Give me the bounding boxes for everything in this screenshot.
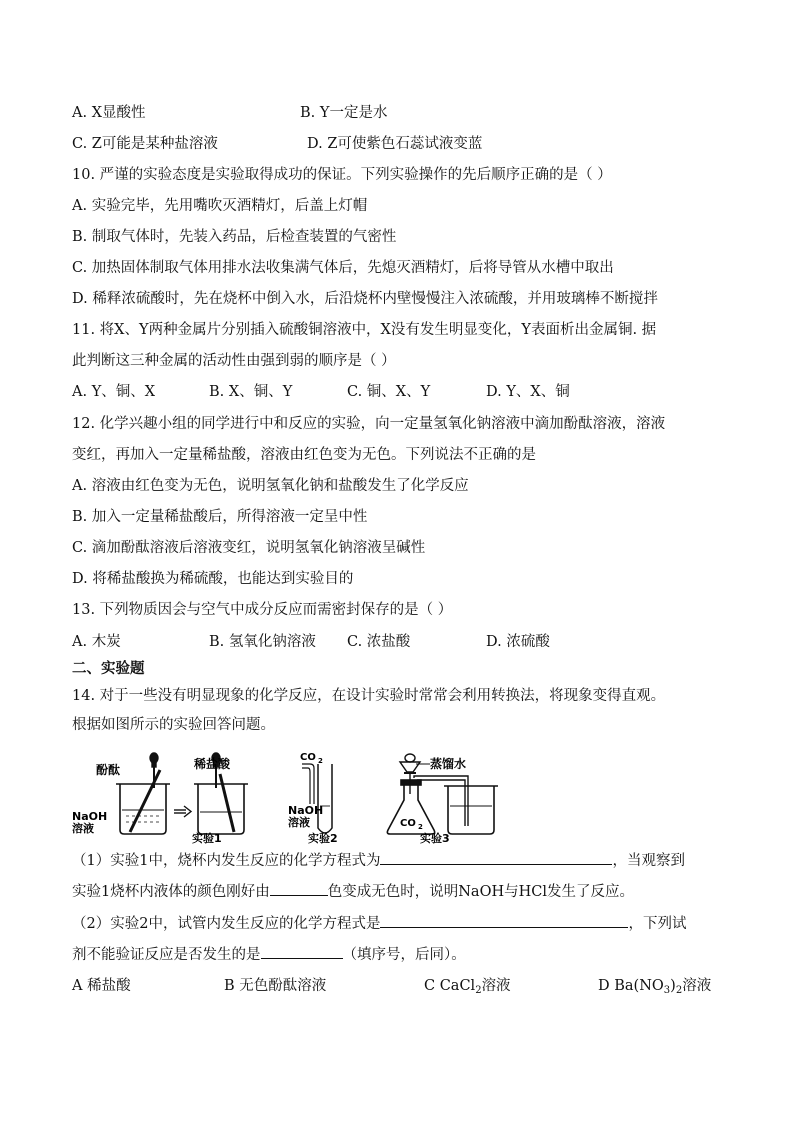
- q9-option-b: B. Y一定是水: [300, 105, 388, 121]
- q14-part1-text-c: 实验1烧杯内液体的颜色刚好由: [72, 884, 270, 900]
- q12-option-c: C. 滴加酚酞溶液后溶液变红，说明氢氧化钠溶液呈碱性: [72, 540, 426, 556]
- q10-option-a: A. 实验完毕，先用嘴吹灭酒精灯，后盖上灯帽: [72, 198, 368, 214]
- svg-text:CO: CO: [400, 818, 416, 829]
- q14-part1-line2: [72, 881, 734, 902]
- q14-part2-text-c: 剂不能验证反应是否发生的是: [72, 947, 261, 963]
- q10-option-b: B. 制取气体时，先装入药品，后检查装置的气密性: [72, 229, 397, 245]
- q14-option-c-sub: 2: [475, 985, 482, 996]
- q10-option-d: D. 稀释浓硫酸时，先在烧杯中倒入水，后沿烧杯内壁慢慢注入浓硫酸，并用玻璃棒不断搅拌: [72, 291, 658, 307]
- q13-option-c: C. 浓盐酸: [347, 634, 411, 650]
- separatory-funnel: [400, 754, 420, 794]
- q10-stem: 10. 严谨的实验态度是实验取得成功的保证。下列实验操作的先后顺序正确的是（ ）: [72, 167, 612, 183]
- q9-option-c: C. Z可能是某种盐溶液: [72, 136, 218, 152]
- q14-part2-text-b: ，下列试: [628, 916, 687, 932]
- q14-part1-text-a: （1）实验1中，烧杯内发生反应的化学方程式为: [72, 853, 381, 869]
- q11-option-b: B. X、铜、Y: [209, 384, 293, 400]
- label-co2-exp2: [300, 752, 323, 765]
- q14-option-d-mid: ): [670, 978, 676, 994]
- beaker-1: [116, 770, 170, 834]
- q14-option-d-post: 溶液: [682, 978, 712, 994]
- q14-option-b: B 无色酚酞溶液: [224, 978, 327, 994]
- q12-stem-line2: 变红，再加入一定量稀盐酸，溶液由红色变为无色。下列说法不正确的是: [72, 447, 536, 463]
- label-exp3: 实验3: [420, 832, 450, 845]
- q14-part1-text-b: ，当观察到: [612, 853, 685, 869]
- label-exp1: 实验1: [192, 832, 222, 845]
- label-solution-1: 溶液: [72, 822, 94, 835]
- experiment-figure: [70, 746, 510, 846]
- q11-option-d: D. Y、X、铜: [486, 384, 570, 400]
- q14-part1-line1: [72, 850, 734, 871]
- svg-text:2: 2: [318, 757, 323, 765]
- delivery-tube: [414, 776, 468, 826]
- q14-option-d-sub2: 2: [675, 985, 683, 996]
- q14-answer-blank-4[interactable]: [261, 944, 343, 959]
- q14-part1-text-d: 色变成无色时，说明NaOH与HCl发生了反应。: [327, 884, 634, 900]
- label-naoh-1: NaOH: [72, 810, 108, 823]
- label-solution-2: 溶液: [288, 816, 310, 829]
- q13-option-b: B. 氢氧化钠溶液: [209, 634, 316, 650]
- label-exp2: 实验2: [308, 832, 338, 845]
- label-co2-exp3: [400, 818, 423, 831]
- q14-option-c-post: 溶液: [481, 978, 511, 994]
- q14-option-c: [424, 976, 511, 996]
- q14-part2-text-a: （2）实验2中，试管内发生反应的化学方程式是: [72, 916, 381, 932]
- q9-option-a: A. X显酸性: [72, 105, 146, 121]
- q14-option-d-sub: 3: [663, 985, 671, 996]
- label-phenolphthalein: 酚酞: [96, 763, 121, 777]
- arrow-icon: [174, 806, 191, 817]
- q14-stem-line1: 14. 对于一些没有明显现象的化学反应，在设计实验时常常会利用转换法，将现象变得直观。: [72, 688, 666, 704]
- q11-stem-line1: 11. 将X、Y两种金属片分别插入硫酸铜溶液中，X没有发生明显变化，Y表面析出金属铜. 据: [72, 322, 657, 338]
- beaker-3: [444, 786, 498, 834]
- section-title-experiment: 二、实验题: [72, 660, 145, 677]
- q12-option-b: B. 加入一定量稀盐酸后，所得溶液一定呈中性: [72, 509, 368, 525]
- q11-stem-line2: 此判断这三种金属的活动性由强到弱的顺序是（ ）: [72, 353, 396, 369]
- label-naoh-2: NaOH: [288, 804, 324, 817]
- q9-option-d: D. Z可使紫色石蕊试液变蓝: [307, 136, 483, 152]
- q12-stem-line1: 12. 化学兴趣小组的同学进行中和反应的实验，向一定量氢氧化钠溶液中滴加酚酞溶液，溶液: [72, 416, 666, 432]
- svg-text:CO: CO: [300, 752, 316, 763]
- label-distilled-water: 蒸馏水: [430, 757, 467, 771]
- q10-option-c: C. 加热固体制取气体用排水法收集满气体后，先熄灭酒精灯，后将导管从水槽中取出: [72, 260, 614, 276]
- beaker-2: [194, 774, 248, 834]
- q12-option-a: A. 溶液由红色变为无色，说明氢氧化钠和盐酸发生了化学反应: [72, 478, 469, 494]
- q14-answer-blank-3[interactable]: [380, 913, 628, 928]
- q13-option-a: A. 木炭: [72, 634, 121, 650]
- q13-stem: 13. 下列物质因会与空气中成分反应而需密封保存的是（ ）: [72, 602, 453, 618]
- q14-answer-blank-2[interactable]: [270, 881, 328, 896]
- q14-stem-line2: 根据如图所示的实验回答问题。: [72, 717, 275, 733]
- q14-part2-line1: [72, 913, 734, 934]
- q14-part2-text-d: （填序号，后同）。: [342, 947, 466, 963]
- q12-option-d: D. 将稀盐酸换为稀硫酸，也能达到实验目的: [72, 571, 354, 587]
- q14-option-c-pre: C CaCl: [424, 978, 476, 994]
- q13-option-d: D. 浓硫酸: [486, 634, 550, 650]
- q14-answer-blank-1[interactable]: [380, 850, 612, 865]
- label-dilute-hcl: 稀盐酸: [194, 757, 231, 771]
- q14-option-d-pre: D Ba(NO: [598, 978, 664, 994]
- q11-option-a: A. Y、铜、X: [72, 384, 156, 400]
- dropper-1: [150, 753, 158, 788]
- svg-text:2: 2: [418, 823, 423, 831]
- q14-part2-line2: [72, 944, 734, 965]
- q11-option-c: C. 铜、X、Y: [347, 384, 431, 400]
- q14-option-a: A 稀盐酸: [72, 978, 131, 994]
- q14-option-d: [598, 976, 711, 996]
